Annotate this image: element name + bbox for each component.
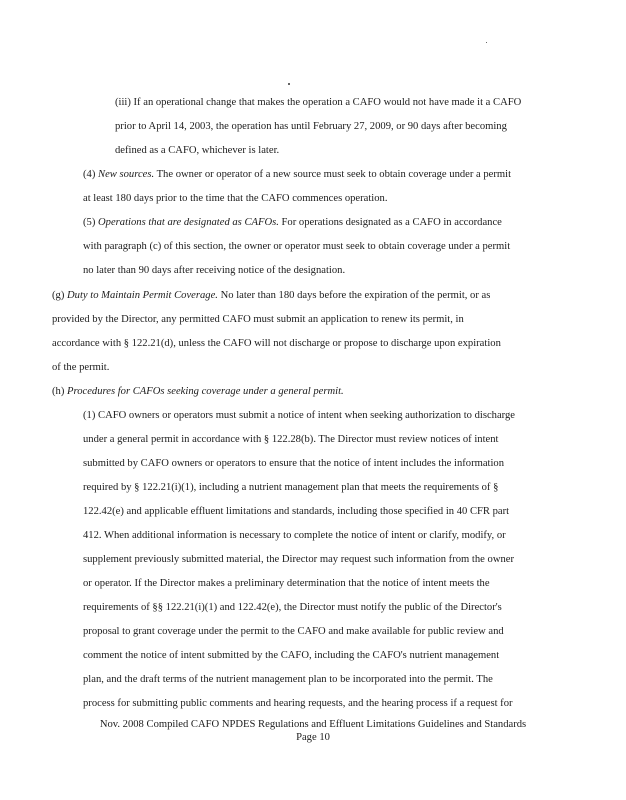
text-line: at least 180 days prior to the time that the CAFO commences operation. [83,193,388,204]
text-line: supplement previously submitted material, the Director may request such information from the owner [83,554,514,565]
text-line: 122.42(e) and applicable effluent limitations and standards, including those specified in 40 CFR part [83,506,510,517]
footer-title: Nov. 2008 Compiled CAFO NPDES Regulations and Effluent Limitations Guidelines and Standards [99,719,527,730]
scan-speck [486,42,487,43]
text-line: required by § 122.21(i)(1), including a nutrient management plan that meets the requirements of § [83,482,499,493]
text-line: prior to April 14, 2003, the operation has until February 27, 2009, or 90 days after becoming [115,121,507,132]
text-line: with paragraph (c) of this section, the owner or operator must seek to obtain coverage under a permit [83,241,511,252]
text-line [83,217,502,229]
text-line: process for submitting public comments and hearing requests, and the hearing process if a request for [83,698,513,709]
text-line: (1) CAFO owners or operators must submit a notice of intent when seeking authorization to discharge [83,410,515,421]
item-text: The owner or operator of a new source must seek to obtain coverage under a permit [154,169,512,180]
item-heading: Operations that are designated as CAFOs. [98,217,279,228]
text-line: plan, and the draft terms of the nutrient management plan to be incorporated into the permit. The [83,674,493,685]
text-line: comment the notice of intent submitted by the CAFO, including the CAFO's nutrient management [83,650,500,661]
section-heading: Duty to Maintain Permit Coverage. [67,290,218,301]
text-line: proposal to grant coverage under the permit to the CAFO and make available for public review and [83,626,504,637]
page-number: Page 10 [296,732,330,743]
text-line: 412. When additional information is necessary to complete the notice of intent or clarify, modify, or [83,530,506,541]
text-line: no later than 90 days after receiving notice of the designation. [83,265,346,276]
text-line [52,290,490,302]
item-number: (5) [83,217,99,228]
text-line: (iii) If an operational change that makes the operation a CAFO would not have made it a CAFO [115,97,522,108]
text-line: submitted by CAFO owners or operators to ensure that the notice of intent includes the information [83,458,505,469]
text-line [52,386,344,398]
section-number: (g) [52,290,68,301]
section-text: No later than 180 days before the expiration of the permit, or as [217,290,491,301]
scan-speck [288,83,290,85]
text-line: defined as a CAFO, whichever is later. [115,145,280,156]
text-line: provided by the Director, any permitted CAFO must submit an application to renew its permit, in [52,314,464,325]
text-line [83,169,511,181]
text-line: accordance with § 122.21(d), unless the CAFO will not discharge or propose to discharge upon expiration [52,338,501,349]
section-number: (h) [52,386,68,397]
section-heading: Procedures for CAFOs seeking coverage under a general permit. [67,386,344,397]
text-line: or operator. If the Director makes a preliminary determination that the notice of intent meets the [83,578,490,589]
item-number: (4) [83,169,99,180]
text-line: of the permit. [52,362,110,373]
item-text: For operations designated as a CAFO in accordance [278,217,502,228]
text-line: requirements of §§ 122.21(i)(1) and 122.42(e), the Director must notify the public of the Director's [83,602,502,613]
text-line: under a general permit in accordance with § 122.28(b). The Director must review notices of intent [83,434,499,445]
item-heading: New sources. [98,169,155,180]
